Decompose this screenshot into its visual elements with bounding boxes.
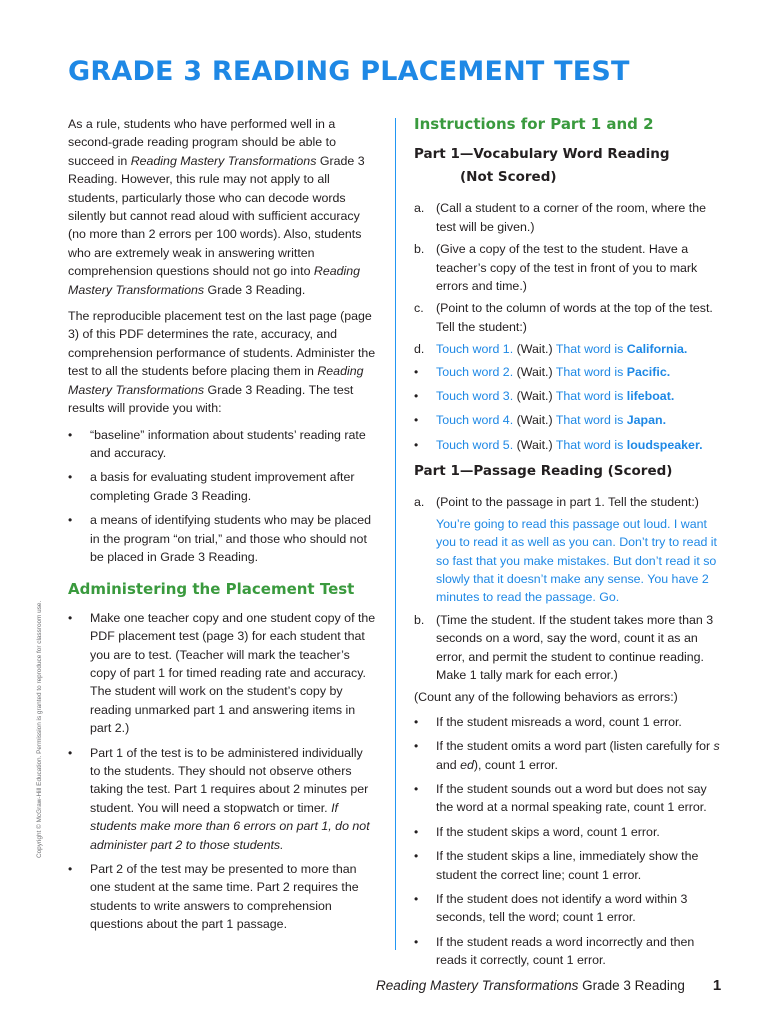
error-behaviors-list bbox=[414, 713, 726, 970]
vocabulary-heading: Part 1—Vocabulary Word Reading (Not Scored) bbox=[414, 146, 670, 186]
list-item: • a basis for evaluating student improvement after completing Grade 3 Reading. bbox=[68, 468, 376, 505]
step-item: c. (Point to the column of words at the top of the test. Tell the student:) bbox=[414, 301, 713, 334]
count-note: (Count any of the following behaviors as errors:) bbox=[414, 690, 678, 705]
list-item: • If the student skips a word, count 1 error. bbox=[414, 823, 726, 841]
right-column bbox=[414, 115, 726, 976]
left-column bbox=[68, 115, 376, 940]
administering-list bbox=[68, 609, 376, 934]
list-item: • Part 2 of the test may be presented to more than one student at the same time. Part 2 requires the students to write answers to comprehension questions about the part 1 passage. bbox=[68, 860, 376, 934]
list-item: • If the student sounds out a word but does not say the word at a normal speaking rate, count 1 error. bbox=[414, 780, 726, 817]
teacher-script: You’re going to read this passage out loud. I want you to read it as well as you can. Don’t try to read it so fast that you make mistakes. But don’t read it so slowly that it doesn’t make any sense. You have 2 minutes to read the passage. Go. bbox=[436, 516, 717, 605]
touch-item: d. Touch word 1. (Wait.) That word is California. bbox=[414, 342, 688, 357]
page-footer bbox=[376, 977, 721, 994]
intro-paragraph-1: As a rule, students who have performed well in a second-grade reading program should be able to succeed in Reading Mastery Transformations Grade 3 Reading. However, this rule may not apply to all students, particularly those who can decode words silently but cannot read aloud with sufficient accuracy (no more than 2 errors per 100 words). Also, students who are extremely weak in answering written comprehension questions should not go into Reading Mastery Transformations Grade 3 Reading. bbox=[68, 117, 365, 297]
step-item: b. (Time the student. If the student takes more than 3 seconds on a word, say the word, count it as an error, and permit the student to continue reading. Make 1 tally mark for each error.) bbox=[414, 612, 714, 682]
list-item: • If the student misreads a word, count 1 error. bbox=[414, 713, 726, 731]
column-divider bbox=[395, 118, 396, 950]
touch-item: • Touch word 4. (Wait.) That word is Japan. bbox=[414, 411, 726, 429]
passage-heading: Part 1—Passage Reading (Scored) bbox=[414, 463, 673, 480]
vocabulary-steps bbox=[414, 199, 726, 358]
footer-grade: Grade 3 Reading bbox=[578, 978, 685, 993]
test-results-list bbox=[68, 426, 376, 567]
list-item: • Make one teacher copy and one student copy of the PDF placement test (page 3) for each student that you are to test. (Teacher will mark the teacher’s copy of part 1 for timed reading rate and accuracy. The student will work on the student’s copy by reading unmarked part 1 and answering items in part 2.) bbox=[68, 609, 376, 738]
page-title: GRADE 3 READING PLACEMENT TEST bbox=[68, 56, 630, 87]
list-item: • If the student reads a word incorrectly and then reads it correctly, count 1 error. bbox=[414, 933, 726, 970]
touch-item: • Touch word 5. (Wait.) That word is loudspeaker. bbox=[414, 436, 726, 454]
list-item: • a means of identifying students who may be placed in the program “on trial,” and those who should not be placed in Grade 3 Reading. bbox=[68, 511, 376, 566]
step-item: a. (Point to the passage in part 1. Tell the student:) You’re going to read this passage out loud. I want you to read it as well as you can. Don’t try to read it so fast that you make mistakes. But don’t read it so slowly that it doesn’t make any sense. You have 2 minutes to read the passage. Go. bbox=[414, 493, 726, 606]
step-item: b. (Give a copy of the test to the student. Have a teacher’s copy of the test in front of you to mark errors and time.) bbox=[414, 242, 698, 294]
passage-steps bbox=[414, 493, 726, 684]
touch-item: • Touch word 2. (Wait.) That word is Pacific. bbox=[414, 363, 726, 381]
list-item: • Part 1 of the test is to be administered individually to the students. They should not observe others taking the test. Part 1 requires about 2 minutes per student. You will need a stopwatch or timer. If students make more than 6 errors on part 1, do not administer part 2 to those students. bbox=[68, 744, 376, 854]
instructions-heading: Instructions for Part 1 and 2 bbox=[414, 115, 654, 133]
page-number: 1 bbox=[712, 977, 722, 994]
administering-heading: Administering the Placement Test bbox=[68, 580, 355, 599]
list-item: • If the student skips a line, immediately show the student the correct line; count 1 error. bbox=[414, 847, 726, 884]
step-item: a. (Call a student to a corner of the room, where the test will be given.) bbox=[414, 201, 706, 234]
touch-item: • Touch word 3. (Wait.) That word is lifeboat. bbox=[414, 387, 726, 405]
list-item: • “baseline” information about students’ reading rate and accuracy. bbox=[68, 426, 376, 463]
footer-series: Reading Mastery Transformations bbox=[376, 978, 579, 993]
list-item: • If the student does not identify a word within 3 seconds, tell the word; count 1 error. bbox=[414, 890, 726, 927]
intro-paragraph-2: The reproducible placement test on the last page (page 3) of this PDF determines the rate, accuracy, and comprehension performance of students. Administer the test to all the students before placing them in Reading Mastery Transformations Grade 3 Reading. The test results will provide you with: bbox=[68, 309, 376, 416]
list-item: • If the student omits a word part (listen carefully for s and ed), count 1 error. bbox=[414, 737, 726, 774]
copyright-notice: Copyright © McGraw-Hill Education. Permission is granted to reproduce for classroom use. bbox=[36, 600, 43, 858]
touch-words-list bbox=[414, 363, 726, 455]
